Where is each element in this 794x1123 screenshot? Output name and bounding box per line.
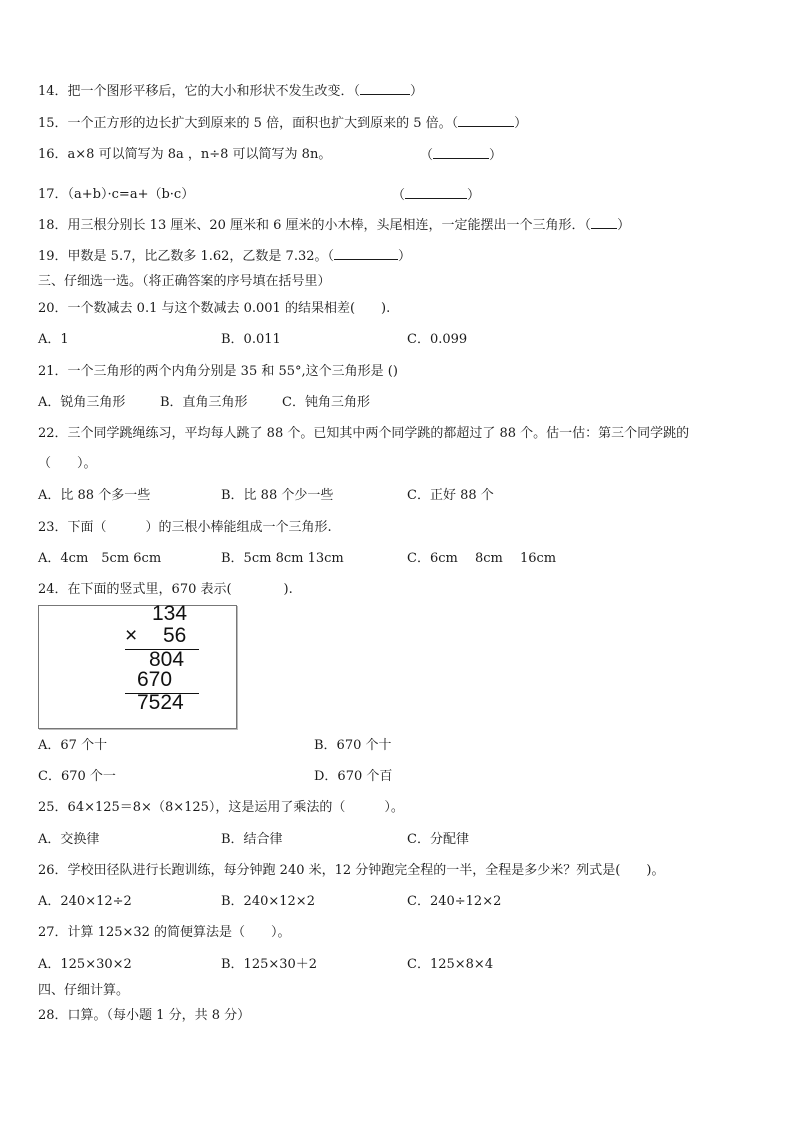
question-25: 25．64×125＝8×（8×125），这是运用了乘法的（ ）。 [38, 800, 404, 815]
option-c[interactable]: C．钝角三角形 [282, 395, 370, 410]
question-16: 16．a×8 可以简写为 8a ，n÷8 可以简写为 8n。 [38, 147, 332, 162]
option-c[interactable]: C．670 个一 [38, 769, 116, 784]
question-15: 15．一个正方形的边长扩大到原来的 5 倍，面积也扩大到原来的 5 倍。（ ） [38, 116, 528, 131]
question-28: 28．口算。（每小题 1 分，共 8 分） [38, 1008, 251, 1023]
answer-blank[interactable] [458, 114, 514, 127]
section-4-heading: 四、仔细计算。 [38, 983, 130, 998]
option-c[interactable]: C．分配律 [407, 832, 469, 847]
option-a[interactable]: A．锐角三角形 [38, 395, 126, 410]
option-b[interactable]: B．比 88 个少一些 [221, 488, 334, 503]
question-20: 20．一个数减去 0.1 与这个数减去 0.001 的结果相差( ). [38, 301, 391, 316]
vertical-multiplication [38, 602, 237, 729]
answer-blank[interactable] [360, 82, 410, 95]
option-c[interactable]: C．0.099 [407, 332, 468, 347]
option-a[interactable]: A．交换律 [38, 832, 100, 847]
partial-product-2: 670 [137, 668, 173, 691]
question-14: 14．把一个图形平移后，它的大小和形状不发生改变．（ ） [38, 84, 424, 99]
multiply-sign: × [125, 624, 138, 647]
option-b[interactable]: B．670 个十 [314, 738, 392, 753]
question-26: 26．学校田径队进行长跑训练，每分钟跑 240 米，12 分钟跑完全程的一半，全程是多少米？列式是( )。 [38, 863, 665, 878]
option-d[interactable]: D．670 个百 [314, 769, 393, 784]
option-b[interactable]: B．结合律 [221, 832, 283, 847]
partial-product-1: 804 [149, 648, 185, 671]
option-a[interactable]: A．4cm 5cm 6cm [38, 551, 162, 566]
option-a[interactable]: A．1 [38, 332, 69, 347]
answer-blank[interactable] [405, 186, 467, 199]
section-3-heading: 三、仔细选一选。（将正确答案的序号填在括号里） [38, 274, 331, 289]
question-16-bracket: （ ） [420, 148, 503, 163]
question-17-bracket: （ ） [392, 188, 481, 203]
option-c[interactable]: C．125×8×4 [407, 957, 494, 972]
multiplier: 56 [163, 624, 187, 647]
option-b[interactable]: B．5cm 8cm 13cm [221, 551, 344, 566]
option-b[interactable]: B．125×30＋2 [221, 957, 318, 972]
question-23: 23．下面（ ）的三根小棒能组成一个三角形. [38, 520, 332, 535]
question-24: 24．在下面的竖式里，670 表示( ). [38, 582, 293, 597]
answer-blank[interactable] [433, 146, 489, 159]
final-product: 7524 [137, 691, 184, 714]
option-a[interactable]: A．比 88 个多一些 [38, 488, 151, 503]
option-b[interactable]: B．240×12×2 [221, 894, 315, 909]
question-18: 18．用三根分别长 13 厘米、20 厘米和 6 厘米的小木棒，头尾相连，一定能摆出一个三角形．（ ） [38, 218, 631, 233]
option-b[interactable]: B．0.011 [221, 332, 281, 347]
option-c[interactable]: C．240÷12×2 [407, 894, 502, 909]
question-22-bracket: （ ）。 [38, 456, 97, 471]
question-19: 19．甲数是 5.7，比乙数多 1.62，乙数是 7.32。（ ） [38, 249, 412, 264]
option-a[interactable]: A．125×30×2 [38, 957, 132, 972]
option-c[interactable]: C．6cm 8cm 16cm [407, 551, 557, 566]
question-17: 17．（a+b）·c=a+（b·c） [38, 187, 195, 202]
option-b[interactable]: B．直角三角形 [160, 395, 248, 410]
option-c[interactable]: C．正好 88 个 [407, 488, 494, 503]
question-21: 21．一个三角形的两个内角分别是 35 和 55°,这个三角形是 () [38, 364, 398, 379]
answer-blank[interactable] [591, 216, 617, 229]
question-22: 22．三个同学跳绳练习，平均每人跳了 88 个。已知其中两个同学跳的都超过了 88 个。估一估：第三个同学跳的 [38, 426, 690, 441]
answer-blank[interactable] [334, 247, 398, 260]
question-27: 27．计算 125×32 的简便算法是（ ）。 [38, 925, 291, 940]
option-a[interactable]: A．67 个十 [38, 738, 108, 753]
option-a[interactable]: A．240×12÷2 [38, 894, 132, 909]
multiplicand: 134 [152, 602, 188, 625]
